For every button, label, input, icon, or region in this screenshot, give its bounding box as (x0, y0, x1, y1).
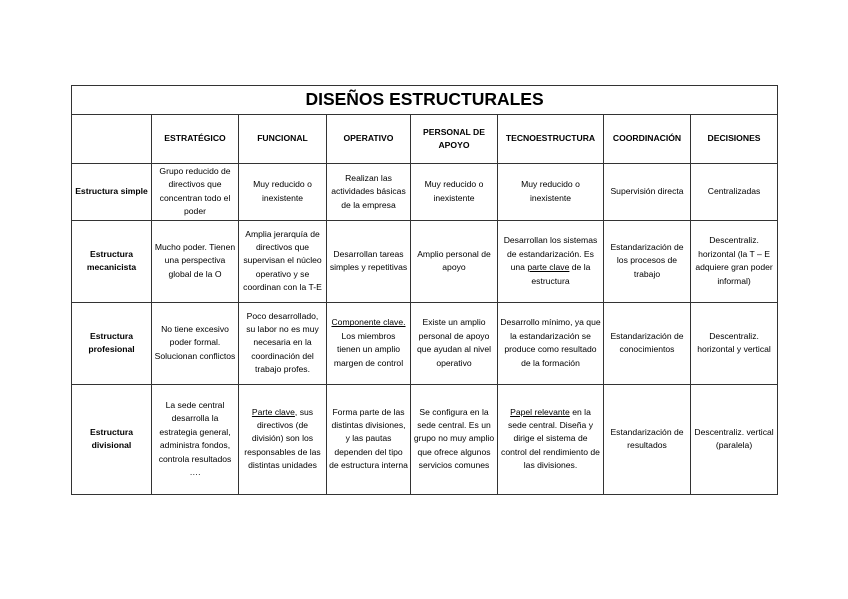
table-cell: Grupo reducido de directivos que concentran todo el poder (152, 164, 239, 221)
table-cell: Se configura en la sede central. Es un grupo no muy amplio que ofrece algunos servicios comunes (411, 384, 498, 494)
cell-text: Los miembros tienen un amplio margen de control (333, 330, 404, 368)
table-cell: Realizan las actividades básicas de la empresa (327, 164, 411, 221)
column-header-personal-apoyo: PERSONAL DE APOYO (411, 115, 498, 164)
table-cell: No tiene excesivo poder formal. Solucionan conflictos (152, 302, 239, 384)
cell-text-underlined: Papel relevante (510, 406, 570, 417)
column-header-estrategico: ESTRATÉGICO (152, 115, 239, 164)
table-cell: Estandarización de los procesos de trabajo (604, 220, 691, 302)
cell-text-underlined: Componente clave. (331, 317, 406, 328)
table-cell: Descentraliz. horizontal y vertical (691, 302, 778, 384)
table-row (72, 302, 778, 384)
column-header-operativo: OPERATIVO (327, 115, 411, 164)
column-header-decisiones: DECISIONES (691, 115, 778, 164)
table-cell: Amplio personal de apoyo (411, 220, 498, 302)
table-cell (498, 220, 604, 302)
table-cell: Forma parte de las distintas divisiones, y las pautas dependen del tipo de estructura interna (327, 384, 411, 494)
table-cell (327, 302, 411, 384)
cell-text: en la sede central. Diseña y dirige el sistema de control del rendimiento de las divisiones. (501, 406, 600, 471)
cell-text: Desarrollan los sistemas de estandarización. Es una (503, 235, 598, 273)
table-cell: Muy reducido o inexistente (411, 164, 498, 221)
table-cell: Desarrollan tareas simples y repetitivas (327, 220, 411, 302)
column-header-funcional: FUNCIONAL (239, 115, 327, 164)
table-cell: Mucho poder. Tienen una perspectiva global de la O (152, 220, 239, 302)
row-label: Estructura simple (72, 164, 152, 221)
table-cell: Amplia jerarquía de directivos que supervisan el núcleo operativo y se coordinan con la T-E (239, 220, 327, 302)
cell-text: de la estructura (531, 262, 591, 286)
row-label: Estructura divisional (72, 384, 152, 494)
table-cell: Descentraliz. vertical (paralela) (691, 384, 778, 494)
table-cell: Estandarización de conocimientos (604, 302, 691, 384)
row-label: Estructura profesional (72, 302, 152, 384)
row-label: Estructura mecanicista (72, 220, 152, 302)
title-row (72, 86, 778, 115)
table-cell: Poco desarrollado, su labor no es muy necesaria en la coordinación del trabajo profes. (239, 302, 327, 384)
table-cell: Muy reducido o inexistente (239, 164, 327, 221)
table-cell (239, 384, 327, 494)
corner-cell (72, 115, 152, 164)
table-row (72, 164, 778, 221)
cell-text: , sus directivos (de división) son los responsables de las distintas unidades (244, 406, 321, 471)
table-cell: Desarrollo mínimo, ya que la estandarización se produce como resultado de la formación (498, 302, 604, 384)
cell-text-underlined: Parte clave (251, 406, 295, 417)
structural-designs-table (71, 85, 778, 495)
column-header-tecnoestructura: TECNOESTRUCTURA (498, 115, 604, 164)
column-header-coordinacion: COORDINACIÓN (604, 115, 691, 164)
header-row (72, 115, 778, 164)
table-cell: Supervisión directa (604, 164, 691, 221)
table-cell: La sede central desarrolla la estrategia general, administra fondos, controla resultados …. (152, 384, 239, 494)
table-cell: Existe un amplio personal de apoyo que ayudan al nivel operativo (411, 302, 498, 384)
table-cell: Estandarización de resultados (604, 384, 691, 494)
table-cell: Centralizadas (691, 164, 778, 221)
table-row (72, 220, 778, 302)
table-cell (498, 384, 604, 494)
table-cell: Descentraliz. horizontal (la T – E adquiere gran poder informal) (691, 220, 778, 302)
table-row (72, 384, 778, 494)
table-title: DISEÑOS ESTRUCTURALES (72, 86, 778, 115)
cell-text-underlined: parte clave (527, 262, 570, 273)
table-cell: Muy reducido o inexistente (498, 164, 604, 221)
